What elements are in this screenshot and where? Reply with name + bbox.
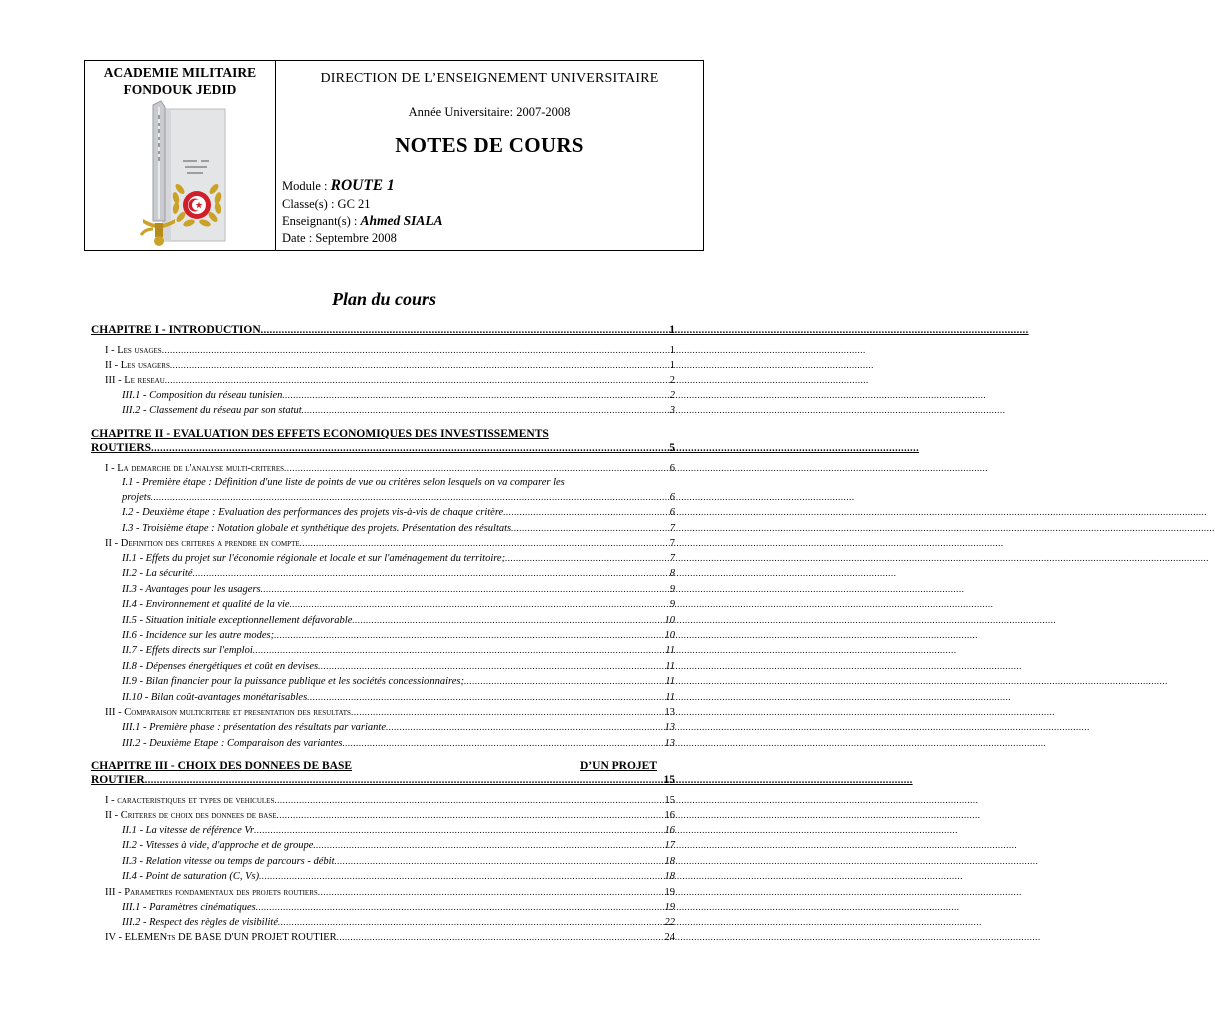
toc-entry-label: II.4 - Environnement et qualité de la vie: [122, 599, 290, 611]
toc-page-number: 24: [664, 932, 675, 944]
toc-page-number: 16: [664, 809, 675, 821]
toc-page-number: 18: [664, 855, 675, 867]
toc-page-number: 19: [664, 886, 675, 898]
toc-subsection[interactable]: [91, 505, 675, 520]
toc-page-number: 15: [664, 794, 675, 806]
toc-entry-label: II.8 - Dépenses énergétiques et coût en devises: [122, 660, 319, 672]
toc-subsection[interactable]: [91, 521, 675, 536]
module-line: [282, 178, 395, 194]
toc-section[interactable]: [91, 930, 675, 945]
toc-subsection[interactable]: [91, 736, 675, 751]
toc-entry-label: III - Parametres fondamentaux des projets routiers: [105, 886, 318, 898]
toc-page-number: 11: [665, 645, 675, 657]
toc-entry-label: III.2 - Classement du réseau par son statut: [122, 405, 302, 417]
toc-subsection[interactable]: [91, 613, 675, 628]
toc-entry-label: I - caracteristiques et types de vehicules: [105, 794, 275, 806]
course-info-panel: [276, 61, 703, 250]
toc-entry-label: II.10 - Bilan coût-avantages monétarisables: [122, 691, 308, 703]
toc-subsection[interactable]: [91, 823, 675, 838]
toc-section[interactable]: [91, 793, 675, 808]
toc-subsection[interactable]: [91, 597, 675, 612]
academy-line-2: FONDOUK JEDID: [123, 82, 237, 97]
toc-entry-label: II.1 - La vitesse de référence Vr: [122, 824, 255, 836]
toc-section[interactable]: [91, 536, 675, 551]
toc-entry-label: IV - ELEMENts DE BASE D'UN PROJET ROUTIER: [105, 932, 337, 944]
direction-title: DIRECTION DE L’ENSEIGNEMENT UNIVERSITAIRE: [320, 71, 659, 86]
academy-panel: [85, 61, 276, 250]
toc-entry-label: II.7 - Effets directs sur l'emploi: [122, 645, 253, 657]
toc-page-number: 15: [663, 773, 675, 786]
teacher-line: [282, 213, 443, 229]
toc-entry-label: II - Criteres de choix des donnees de base: [105, 809, 277, 821]
toc-page-number: 7: [669, 522, 675, 534]
toc-entry-label: II.9 - Bilan financier pour la puissance publique et les sociétés concessionnaires;: [122, 676, 464, 688]
toc-subsection[interactable]: [91, 476, 675, 505]
toc-section[interactable]: [91, 461, 675, 476]
toc-subsection[interactable]: [91, 643, 675, 658]
toc-subsection[interactable]: [91, 720, 675, 735]
toc-entry-label: II.3 - Relation vitesse ou temps de parcours - débit: [122, 855, 335, 867]
toc-subsection[interactable]: [91, 690, 675, 705]
toc-entry-label: II - Les usagers: [105, 360, 170, 371]
toc-subsection[interactable]: [91, 628, 675, 643]
toc-entry-label: II.4 - Point de saturation (C, Vs): [122, 871, 260, 883]
toc-page-number: 11: [665, 676, 675, 688]
toc-section[interactable]: [91, 885, 675, 900]
toc-page-number: 8: [669, 568, 675, 580]
toc-subsection[interactable]: [91, 915, 675, 930]
toc-subsection[interactable]: [91, 869, 675, 884]
toc-page-number: 1: [669, 324, 675, 336]
toc-entry-label-line2: projets: [122, 491, 151, 503]
toc-page-number: 16: [664, 824, 675, 836]
toc-chapter-3[interactable]: [91, 759, 675, 788]
module-value: ROUTE 1: [330, 177, 395, 194]
toc-page-number: 1: [669, 360, 675, 371]
date-line: Date : Septembre 2008: [282, 231, 397, 245]
toc-subsection[interactable]: [91, 900, 675, 915]
toc-section[interactable]: [91, 808, 675, 823]
toc-page-number: 1: [669, 345, 675, 356]
toc-entry-label-line1: [91, 759, 657, 773]
doc-title: NOTES DE COURS: [395, 133, 584, 157]
toc-entry-label: III.2 - Respect des règles de visibilité: [122, 916, 278, 928]
toc-page-number: 13: [664, 737, 675, 749]
academy-name: [85, 64, 275, 98]
toc-page-number: 19: [664, 901, 675, 913]
toc-subsection[interactable]: [91, 582, 675, 597]
toc-page-number: 9: [669, 599, 675, 611]
toc-entry-label-part-b: D’UN PROJET: [580, 759, 657, 772]
toc-entry-label: I - La demarche de l'analyse multi-criteres: [105, 462, 285, 474]
toc-page-number: 11: [665, 691, 675, 703]
toc-page-number: 6: [669, 507, 675, 519]
toc-entry-label: II.3 - Avantages pour les usagers: [122, 583, 261, 595]
toc-title: Plan du cours: [331, 289, 437, 309]
toc-section[interactable]: [91, 343, 675, 358]
toc-chapter-1[interactable]: [91, 323, 675, 338]
toc-entry-label: II.2 - La sécurité: [122, 568, 193, 580]
toc-subsection[interactable]: [91, 551, 675, 566]
toc-entry-label: II.5 - Situation initiale exceptionnellement défavorable: [122, 614, 353, 626]
toc-entry-label: I.3 - Troisième étape : Notation globale et synthétique des projets. Présentation des résultats: [122, 522, 512, 534]
academic-year: Année Universitaire: 2007-2008: [408, 105, 571, 119]
toc-entry-label: CHAPITRE I - INTRODUCTION: [91, 324, 261, 336]
toc-page-number: 9: [669, 583, 675, 595]
module-label: Module :: [282, 179, 331, 193]
toc-entry-label: II - Definition des criteres a prendre en compte: [105, 538, 300, 550]
toc-page-number: 6: [669, 462, 675, 474]
academy-line-1: ACADEMIE MILITAIRE: [103, 65, 257, 80]
toc-subsection[interactable]: [91, 566, 675, 581]
toc-page-number: 13: [664, 722, 675, 734]
toc-entry-label: III.2 - Deuxième Etape : Comparaison des variantes: [122, 737, 343, 749]
toc-subsection[interactable]: [91, 403, 675, 418]
toc-entry-label: III - Comparaison multicritere et presentation des resultats: [105, 707, 351, 719]
toc-page-number: 22: [664, 916, 675, 928]
toc-page-number: 11: [665, 660, 675, 672]
toc-page-number: 5: [669, 441, 675, 454]
toc-page-number: 3: [669, 405, 675, 417]
teacher-value: Ahmed SIALA: [360, 213, 443, 228]
toc-entry-label-line2: ROUTIER: [91, 773, 145, 786]
toc-entry-label: III - Le reseau: [105, 375, 165, 386]
toc-entry-label: II.6 - Incidence sur les autre modes;: [122, 630, 275, 642]
toc-page-number: 6: [669, 491, 675, 503]
toc-section[interactable]: [91, 705, 675, 720]
toc-entry-label-part-a: CHAPITRE III - CHOIX DES DONNEES DE BASE: [91, 759, 353, 772]
toc-section[interactable]: [91, 373, 675, 388]
toc-page-number: 10: [664, 614, 675, 626]
toc-entry-label-line1: CHAPITRE II - EVALUATION DES EFFETS ECONOMIQUES DES INVESTISSEMENTS: [91, 427, 549, 440]
toc-subsection[interactable]: [91, 388, 675, 403]
toc-section[interactable]: [91, 358, 675, 373]
toc-entry-label: III.1 - Paramètres cinématiques: [122, 901, 256, 913]
military-sword-crest-icon: [135, 101, 245, 249]
toc-subsection[interactable]: [91, 659, 675, 674]
toc-entry-label: I.2 - Deuxième étape : Evaluation des performances des projets vis-à-vis de chaque critère: [122, 507, 504, 519]
toc-page-number: 2: [669, 390, 675, 401]
toc-subsection[interactable]: [91, 674, 675, 689]
toc-chapter-2[interactable]: [91, 427, 675, 456]
toc-subsection[interactable]: [91, 854, 675, 869]
toc-entry-label-line1: I.1 - Première étape : Définition d'une liste de points de vue ou critères selon lesquels on va comparer les: [122, 476, 565, 488]
toc-entry-label: I - Les usages: [105, 345, 162, 356]
toc-entry-label: II.2 - Vitesses à vide, d'approche et de groupe: [122, 840, 314, 852]
toc-entry-label: II.1 - Effets du projet sur l'économie régionale et locale et sur l'aménagement du territoire;: [122, 553, 506, 565]
toc-page-number: 18: [664, 871, 675, 883]
toc-page-number: 2: [669, 375, 675, 386]
teacher-label: Enseignant(s) :: [282, 214, 361, 228]
class-line: Classe(s) : GC 21: [282, 197, 371, 211]
toc-page-number: 13: [664, 707, 675, 719]
toc-page-number: 10: [664, 630, 675, 642]
table-of-contents: [91, 323, 675, 945]
toc-entry-label-line2: ROUTIERS: [91, 441, 152, 454]
toc-page-number: 17: [664, 840, 675, 852]
toc-subsection[interactable]: [91, 838, 675, 853]
toc-entry-label: III.1 - Première phase : présentation des résultats par variante: [122, 722, 387, 734]
toc-page-number: 7: [669, 538, 675, 550]
toc-page-number: 7: [669, 553, 675, 565]
toc-entry-label: III.1 - Composition du réseau tunisien: [122, 390, 283, 401]
document-header: [84, 60, 704, 251]
